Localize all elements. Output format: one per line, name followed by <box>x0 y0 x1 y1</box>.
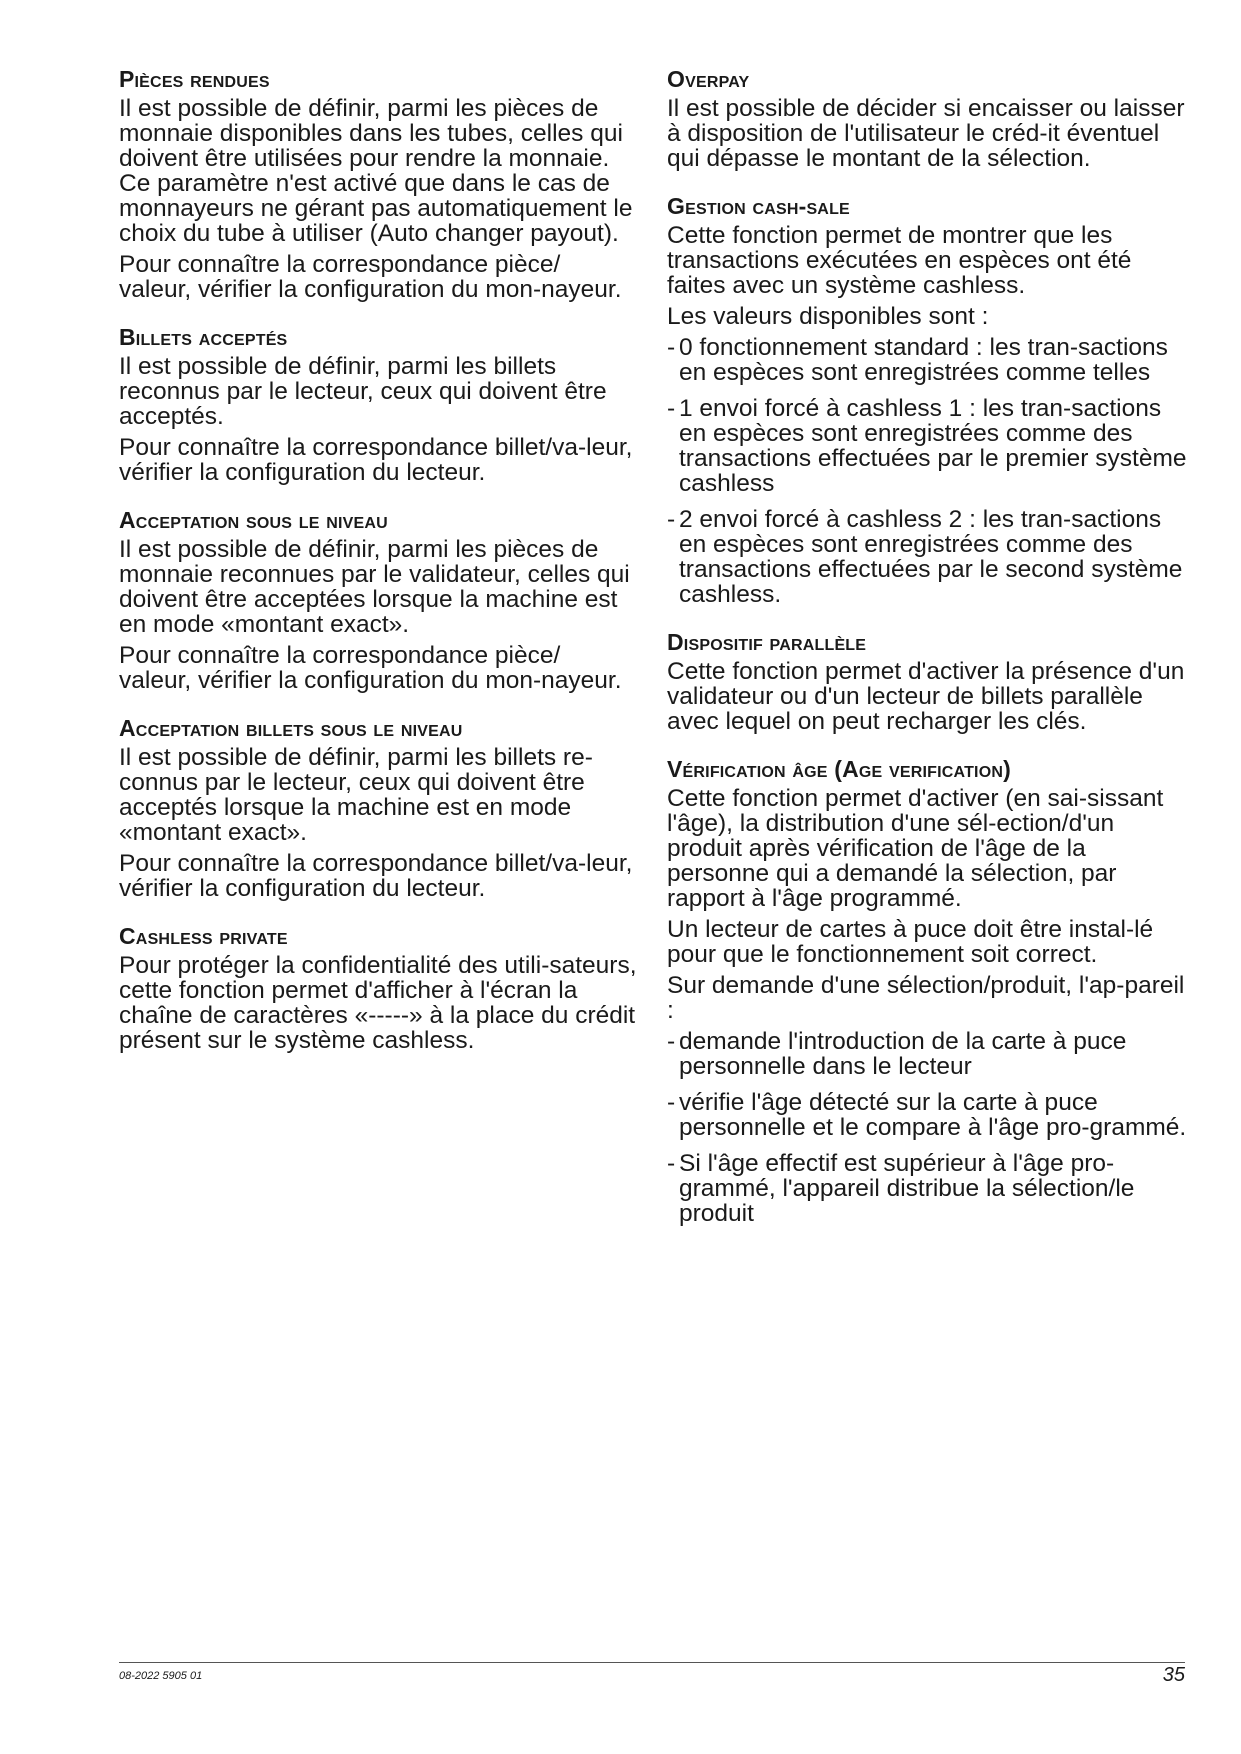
steps-list <box>667 1029 1187 1226</box>
section-title: Pièces rendues <box>119 66 270 92</box>
list-item: - vérifie l'âge détecté sur la carte à puce personnelle et le compare à l'âge pro-grammé. <box>667 1090 1187 1140</box>
section-title: Billets acceptés <box>119 324 288 350</box>
paragraph: Cette fonction permet d'activer la présence d'un validateur ou d'un lecteur de billets parallèle avec lequel on peut recharger les clés. <box>667 658 1185 735</box>
section-title: Acceptation sous le niveau <box>119 507 388 533</box>
section-title: Vérification âge (Age verification) <box>667 756 1011 782</box>
section-gestion-cash-sale <box>667 193 1187 607</box>
section-title: Overpay <box>667 66 750 92</box>
paragraph: Les valeurs disponibles sont : <box>667 303 989 330</box>
paragraph: Sur demande d'une sélection/produit, l'ap-pareil : <box>667 972 1185 1024</box>
paragraph: Il est possible de définir, parmi les pièces de monnaie disponibles dans les tubes, celles qui doivent être utilisées pour rendre la monnaie. Ce paramètre n'est activé que dans le cas de monnayeurs ne gérant pas automatiquement le choix du tube à utiliser (Auto changer payout). <box>119 95 633 247</box>
list-item: - 1 envoi forcé à cashless 1 : les tran-sactions en espèces sont enregistrées comme des transactions effectuées par le premier système cashless <box>667 396 1187 496</box>
paragraph: Pour connaître la correspondance billet/va-leur, vérifier la configuration du lecteur. <box>119 434 633 486</box>
left-column <box>119 66 639 1075</box>
section-acceptation-sous-niveau <box>119 507 639 693</box>
section-dispositif-parallele <box>667 629 1187 734</box>
paragraph: Il est possible de définir, parmi les pièces de monnaie reconnues par le validateur, celles qui doivent être acceptées lorsque la machine est en mode «montant exact». <box>119 536 630 638</box>
section-cashless-private <box>119 923 639 1053</box>
paragraph: Pour protéger la confidentialité des utili-sateurs, cette fonction permet d'afficher à l'écran la chaîne de caractères «-----» à la place du crédit présent sur le système cashless. <box>119 952 637 1054</box>
paragraph: Un lecteur de cartes à puce doit être instal-lé pour que le fonctionnement soit correct. <box>667 916 1154 968</box>
section-acceptation-billets-sous-niveau <box>119 715 639 901</box>
section-title: Cashless private <box>119 923 288 949</box>
section-verification-age <box>667 756 1187 1226</box>
section-title: Gestion cash-sale <box>667 193 850 219</box>
list-item: - Si l'âge effectif est supérieur à l'âge pro-grammé, l'appareil distribue la sélection/le produit <box>667 1151 1187 1226</box>
right-column <box>667 66 1187 1248</box>
section-title: Dispositif parallèle <box>667 629 867 655</box>
paragraph: Cette fonction permet de montrer que les transactions exécutées en espèces ont été faites avec un système cashless. <box>667 222 1132 299</box>
paragraph: Cette fonction permet d'activer (en sai-sissant l'âge), la distribution d'une sél-ection/d'un produit après vérification de l'âge de la personne qui a demandé la sélection, par rapport à l'âge programmé. <box>667 785 1164 912</box>
list-item: - demande l'introduction de la carte à puce personnelle dans le lecteur <box>667 1029 1187 1079</box>
page-number: 35 <box>1162 1664 1185 1686</box>
paragraph: Il est possible de définir, parmi les billets re-connus par le lecteur, ceux qui doivent être acceptés lorsque la machine est en mode «montant exact». <box>119 744 593 846</box>
footer-divider <box>119 1662 1185 1663</box>
paragraph: Il est possible de décider si encaisser ou laisser à disposition de l'utilisateur le créd-it éventuel qui dépasse le montant de la sélection. <box>667 95 1185 172</box>
paragraph: Pour connaître la correspondance pièce/ valeur, vérifier la configuration du mon-nayeur. <box>119 642 622 694</box>
section-title: Acceptation billets sous le niveau <box>119 715 463 741</box>
list-item: - 0 fonctionnement standard : les tran-sactions en espèces sont enregistrées comme telles <box>667 335 1187 385</box>
values-list <box>667 335 1187 607</box>
section-overpay <box>667 66 1187 171</box>
paragraph: Il est possible de définir, parmi les billets reconnus par le lecteur, ceux qui doivent être acceptés. <box>119 353 607 430</box>
document-code: 08-2022 5905 01 <box>119 1670 203 1682</box>
paragraph: Pour connaître la correspondance billet/va-leur, vérifier la configuration du lecteur. <box>119 850 633 902</box>
paragraph: Pour connaître la correspondance pièce/ valeur, vérifier la configuration du mon-nayeur. <box>119 251 622 303</box>
section-pieces-rendues <box>119 66 639 302</box>
list-item: - 2 envoi forcé à cashless 2 : les tran-sactions en espèces sont enregistrées comme des transactions effectuées par le second système cashless. <box>667 507 1187 607</box>
section-billets-acceptes <box>119 324 639 485</box>
